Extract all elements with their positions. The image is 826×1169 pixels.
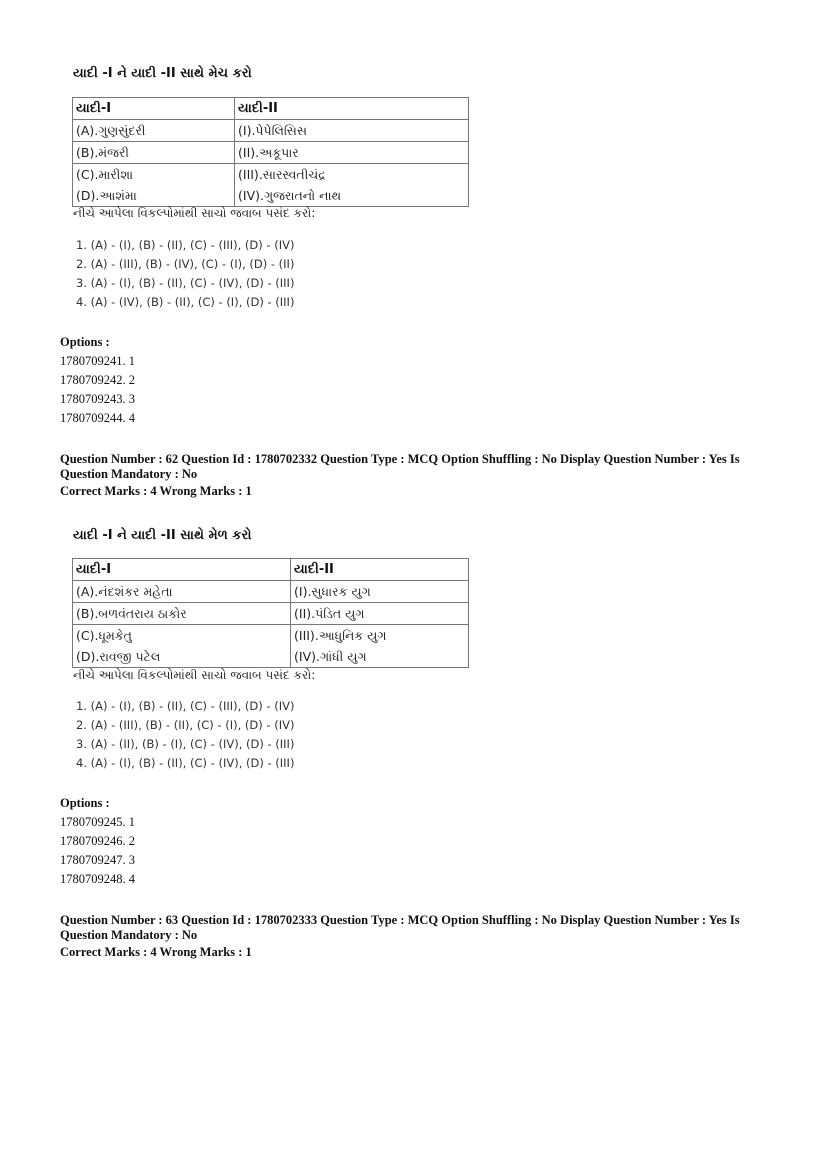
choice-item: 2. (A) - (III), (B) - (IV), (C) - (I), (D) - (II) (76, 257, 295, 271)
table-cell: (B).મંજરી (73, 142, 235, 164)
q61-options-label: Options : (60, 335, 110, 349)
question-meta-line: Question Mandatory : No (60, 928, 198, 942)
table-header: યાદી-II (235, 98, 469, 120)
q61-instruction: યાદી -I ને યાદી -II સાથે મેચ કરો (73, 66, 252, 81)
table-cell: (D).આશંમા (73, 185, 235, 207)
q63-header (60, 913, 760, 960)
table-cell: (III).આધુનિક યુગ (291, 625, 469, 647)
table-cell: (I).પેપેલિસિસ (235, 120, 469, 142)
table-cell: (C).મારીશા (73, 164, 235, 186)
choice-item: 2. (A) - (III), (B) - (II), (C) - (I), (D) - (IV) (76, 718, 295, 732)
table-header: યાદી-I (73, 98, 235, 120)
table-cell: (D).રાવજી પટેલ (73, 646, 291, 668)
q61-choice-list (76, 236, 294, 312)
table-header: યાદી-I (73, 559, 291, 581)
choice-item: 1. (A) - (I), (B) - (II), (C) - (III), (D) - (IV) (76, 238, 295, 252)
table-header: યાદી-II (291, 559, 469, 581)
table-cell: (B).બળવંતરાય ઠાકોર (73, 603, 291, 625)
question-marks: Correct Marks : 4 Wrong Marks : 1 (60, 945, 252, 959)
table-cell: (A).નંદશંકર મહેતા (73, 581, 291, 603)
table-cell: (III).સારસ્વતીચંદ્ર (235, 164, 469, 186)
q62-options-list (60, 813, 135, 889)
q62-options-label: Options : (60, 796, 110, 810)
option-item: 1780709243. 3 (60, 392, 135, 406)
question-marks: Correct Marks : 4 Wrong Marks : 1 (60, 484, 252, 498)
question-meta-line: Question Number : 62 Question Id : 1780702332 Question Type : MCQ Option Shuffling : No Display Question Number : Yes Is (60, 452, 740, 466)
q62-header (60, 452, 760, 499)
choice-item: 3. (A) - (I), (B) - (II), (C) - (IV), (D) - (III) (76, 276, 295, 290)
q62-choice-list (76, 697, 294, 773)
table-cell: (IV).ગાંધી યુગ (291, 646, 469, 668)
option-item: 1780709244. 4 (60, 411, 135, 425)
option-item: 1780709247. 3 (60, 853, 135, 867)
option-item: 1780709246. 2 (60, 834, 135, 848)
table-cell: (I).સુધારક યુગ (291, 581, 469, 603)
choice-item: 4. (A) - (IV), (B) - (II), (C) - (I), (D) - (III) (76, 295, 295, 309)
choice-item: 3. (A) - (II), (B) - (I), (C) - (IV), (D) - (III) (76, 737, 295, 751)
q62-instruction: યાદી -I ને યાદી -II સાથે મેળ કરો (73, 528, 252, 543)
question-meta-line: Question Mandatory : No (60, 467, 198, 481)
q62-prompt: નીચે આપેલા વિકલ્પોમાંથી સાચો જવાબ પસંદ કરો: (73, 668, 316, 682)
q61-prompt: નીચે આપેલા વિકલ્પોમાંથી સાચો જવાબ પસંદ કરો: (73, 206, 316, 220)
option-item: 1780709245. 1 (60, 815, 135, 829)
q61-options-list (60, 352, 135, 428)
table-cell: (IV).ગુજરાતનો નાથ (235, 185, 469, 207)
question-meta-line: Question Number : 63 Question Id : 1780702333 Question Type : MCQ Option Shuffling : No Display Question Number : Yes Is (60, 913, 740, 927)
option-item: 1780709242. 2 (60, 373, 135, 387)
table-cell: (C).ધૂમકેતુ (73, 625, 291, 647)
option-item: 1780709241. 1 (60, 354, 135, 368)
choice-item: 1. (A) - (I), (B) - (II), (C) - (III), (D) - (IV) (76, 699, 295, 713)
table-cell: (II).પંડિત યુગ (291, 603, 469, 625)
option-item: 1780709248. 4 (60, 872, 135, 886)
q62-match-table (72, 558, 469, 668)
choice-item: 4. (A) - (I), (B) - (II), (C) - (IV), (D) - (III) (76, 756, 295, 770)
q61-match-table (72, 97, 469, 207)
table-cell: (II).અકૂપાર (235, 142, 469, 164)
table-cell: (A).ગુણસુંદરી (73, 120, 235, 142)
